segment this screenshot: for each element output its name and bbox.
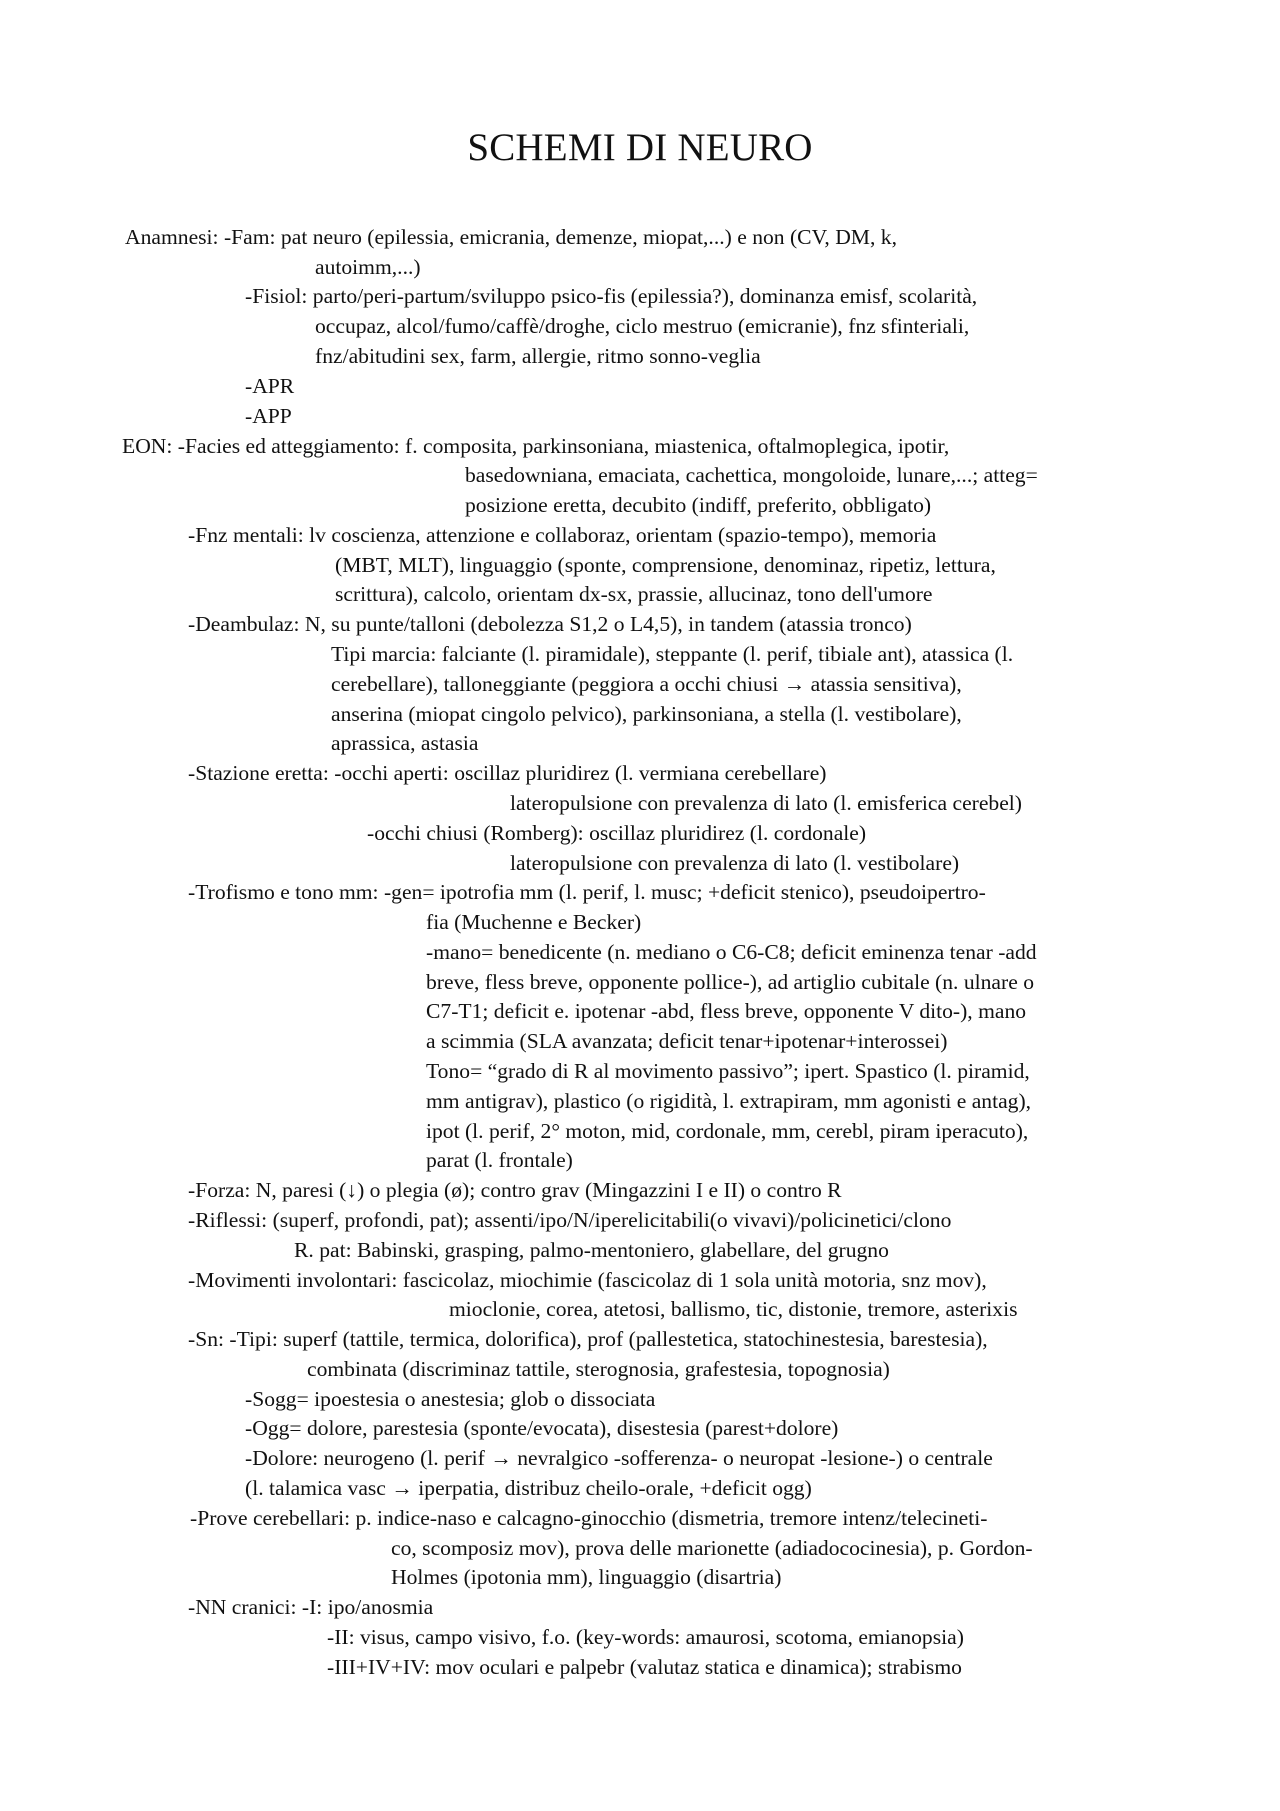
- text-line: a scimmia (SLA avanzata; deficit tenar+ipotenar+interossei): [426, 1029, 948, 1053]
- text-line: -mano= benedicente (n. mediano o C6-C8; deficit eminenza tenar -add: [426, 940, 1037, 964]
- text-line: combinata (discriminaz tattile, sterognosia, grafestesia, topognosia): [307, 1357, 890, 1381]
- text-line: autoimm,...): [315, 255, 421, 279]
- text-line: lateropulsione con prevalenza di lato (l. emisferica cerebel): [510, 791, 1022, 815]
- text-line: -Trofismo e tono mm: -gen= ipotrofia mm (l. perif, l. musc; +deficit stenico), pseudoipertro-: [188, 880, 986, 904]
- text-line: -Deambulaz: N, su punte/talloni (debolezza S1,2 o L4,5), in tandem (atassia tronco): [188, 612, 912, 636]
- text-line: C7-T1; deficit e. ipotenar -abd, fless breve, opponente V dito-), mano: [426, 999, 1027, 1023]
- page-title: SCHEMI DI NEURO: [467, 126, 813, 169]
- text-line: Anamnesi: -Fam: pat neuro (epilessia, emicrania, demenze, miopat,...) e non (CV, DM, k,: [125, 225, 897, 249]
- text-line: -occhi chiusi (Romberg): oscillaz pluridirez (l. cordonale): [367, 821, 867, 845]
- text-line: occupaz, alcol/fumo/caffè/droghe, ciclo mestruo (emicranie), fnz sfinteriali,: [315, 314, 970, 338]
- text-line: -Sn: -Tipi: superf (tattile, termica, dolorifica), prof (pallestetica, statochinestesia, barestesia),: [188, 1327, 988, 1351]
- text-line: -Prove cerebellari: p. indice-naso e calcagno-ginocchio (dismetria, tremore intenz/telecineti-: [190, 1506, 988, 1530]
- text-line: parat (l. frontale): [426, 1148, 573, 1172]
- text-line: -APP: [245, 404, 292, 428]
- text-line: -Ogg= dolore, parestesia (sponte/evocata), disestesia (parest+dolore): [245, 1416, 839, 1440]
- text-line: fnz/abitudini sex, farm, allergie, ritmo sonno-veglia: [315, 344, 761, 368]
- text-line: -Stazione eretta: -occhi aperti: oscillaz pluridirez (l. vermiana cerebellare): [188, 761, 827, 785]
- text-line: -III+IV+IV: mov oculari e palpebr (valutaz statica e dinamica); strabismo: [327, 1655, 962, 1679]
- text-line: R. pat: Babinski, grasping, palmo-mentoniero, glabellare, del grugno: [294, 1238, 889, 1262]
- text-line: Holmes (ipotonia mm), linguaggio (disartria): [391, 1565, 782, 1589]
- text-line: EON: -Facies ed atteggiamento: f. composita, parkinsoniana, miastenica, oftalmoplegica, ipotir,: [122, 434, 950, 458]
- text-line: mioclonie, corea, atetosi, ballismo, tic, distonie, tremore, asterixis: [449, 1297, 1018, 1321]
- text-line: basedowniana, emaciata, cachettica, mongoloide, lunare,...; atteg=: [465, 463, 1038, 487]
- text-line: ipot (l. perif, 2° moton, mid, cordonale, mm, cerebl, piram iperacuto),: [426, 1119, 1029, 1143]
- text-line: -II: visus, campo visivo, f.o. (key-words: amaurosi, scotoma, emianopsia): [327, 1625, 964, 1649]
- text-line: -Riflessi: (superf, profondi, pat); assenti/ipo/N/iperelicitabili(o vivavi)/policinetici/clono: [188, 1208, 952, 1232]
- text-line: -APR: [245, 374, 295, 398]
- text-line: mm antigrav), plastico (o rigidità, l. extrapiram, mm agonisti e antag),: [426, 1089, 1032, 1113]
- text-line: fia (Muchenne e Becker): [426, 910, 642, 934]
- text-line: -Movimenti involontari: fascicolaz, miochimie (fascicolaz di 1 sola unità motoria, snz mov),: [188, 1268, 987, 1292]
- text-line: aprassica, astasia: [331, 731, 479, 755]
- text-line: scrittura), calcolo, orientam dx-sx, prassie, allucinaz, tono dell'umore: [335, 582, 933, 606]
- text-line: -Fnz mentali: lv coscienza, attenzione e collaboraz, orientam (spazio-tempo), memoria: [188, 523, 937, 547]
- text-line: co, scomposiz mov), prova delle marionette (adiadococinesia), p. Gordon-: [391, 1536, 1033, 1560]
- text-line: -NN cranici: -I: ipo/anosmia: [188, 1595, 434, 1619]
- text-line: lateropulsione con prevalenza di lato (l. vestibolare): [510, 851, 960, 875]
- text-line: -Dolore: neurogeno (l. perif → nevralgico -sofferenza- o neuropat -lesione-) o centrale: [245, 1446, 993, 1470]
- text-line: anserina (miopat cingolo pelvico), parkinsoniana, a stella (l. vestibolare),: [331, 702, 962, 726]
- text-line: -Sogg= ipoestesia o anestesia; glob o dissociata: [245, 1387, 656, 1411]
- text-line: -Forza: N, paresi (↓) o plegia (ø); contro grav (Mingazzini I e II) o contro R: [188, 1178, 842, 1202]
- text-line: -Fisiol: parto/peri-partum/sviluppo psico-fis (epilessia?), dominanza emisf, scolarità,: [245, 284, 978, 308]
- text-line: (MBT, MLT), linguaggio (sponte, comprensione, denominaz, ripetiz, lettura,: [335, 553, 996, 577]
- text-line: (l. talamica vasc → iperpatia, distribuz cheilo-orale, +deficit ogg): [245, 1476, 812, 1500]
- text-line: breve, fless breve, opponente pollice-), ad artiglio cubitale (n. ulnare o: [426, 970, 1034, 994]
- text-line: posizione eretta, decubito (indiff, preferito, obbligato): [465, 493, 932, 517]
- text-line: Tono= “grado di R al movimento passivo”; ipert. Spastico (l. piramid,: [426, 1059, 1030, 1083]
- text-line: Tipi marcia: falciante (l. piramidale), steppante (l. perif, tibiale ant), atassica (l.: [331, 642, 1014, 666]
- text-line: cerebellare), talloneggiante (peggiora a occhi chiusi → atassia sensitiva),: [331, 672, 962, 696]
